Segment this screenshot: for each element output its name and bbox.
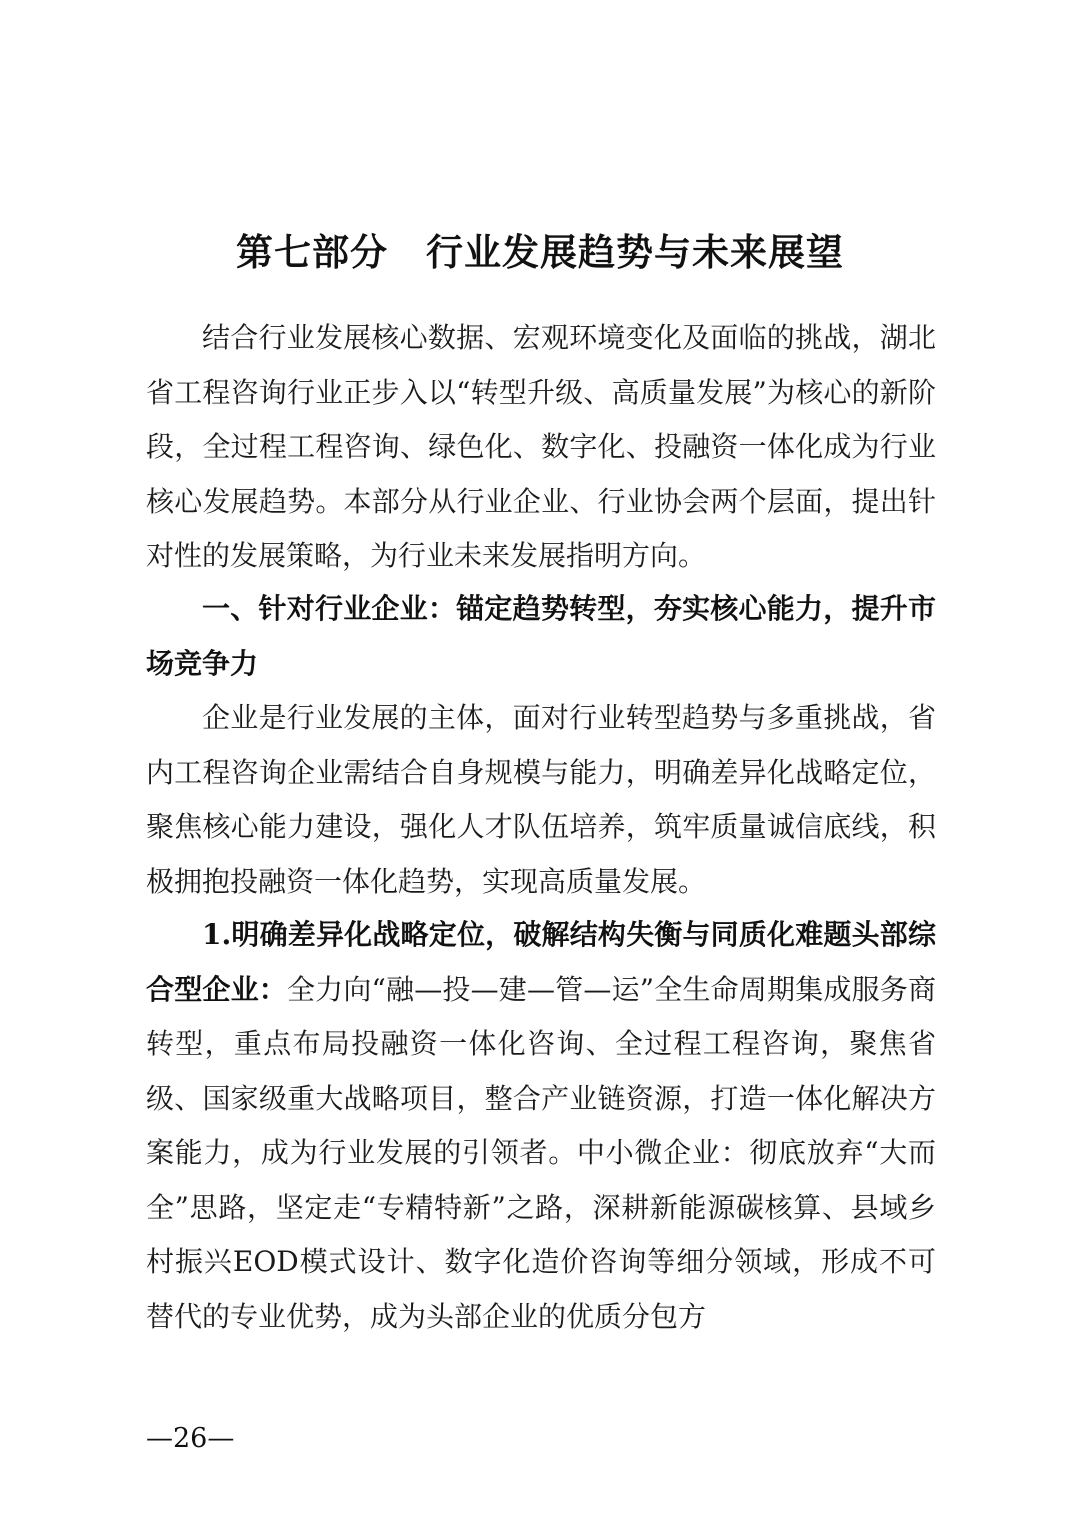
page-number: —26— — [146, 1423, 235, 1454]
item-heading: 1.明确差异化战略定位，破解结构失衡与同质化难题 — [202, 918, 852, 951]
section-heading: 一、针对行业企业：锚定趋势转型，夯实核心能力，提升市场竞争力 — [146, 592, 936, 680]
item-text: 全力向“融—投—建—管—运”全生命周期集成服务商转型，重点布局投融资一体化咨询、全过程工程咨询，聚焦省级、国家级重大战略项目，整合产业链资源，打造一体化解决方案能力，成为行业发展的引领者。中小微企业：彻底放弃“大而全”思路，坚定走“专精特新”之路，深耕新能源碳核算、县域乡村振兴EOD模式设计、数字化造价咨询等细分领域，形成不可替代的专业优势，成为头部企业的优质分包方 — [146, 972, 936, 1333]
section-paragraph: 企业是行业发展的主体，面对行业转型趋势与多重挑战，省内工程咨询企业需结合自身规模与能力，明确差异化战略定位，聚焦核心能力建设，强化人才队伍培养，筑牢质量诚信底线，积极拥抱投融资一体化趋势，实现高质量发展。 — [146, 701, 936, 898]
item-paragraph — [146, 908, 936, 1344]
page-title: 第七部分 行业发展趋势与未来展望 — [236, 230, 844, 274]
item-lead-label: 头部综合型企业： — [146, 918, 936, 1006]
intro-paragraph: 结合行业发展核心数据、宏观环境变化及面临的挑战，湖北省工程咨询行业正步入以“转型升级、高质量发展”为核心的新阶段，全过程工程咨询、绿色化、数字化、投融资一体化成为行业核心发展趋势。本部分从行业企业、行业协会两个层面，提出针对性的发展策略，为行业未来发展指明方向。 — [146, 321, 936, 572]
